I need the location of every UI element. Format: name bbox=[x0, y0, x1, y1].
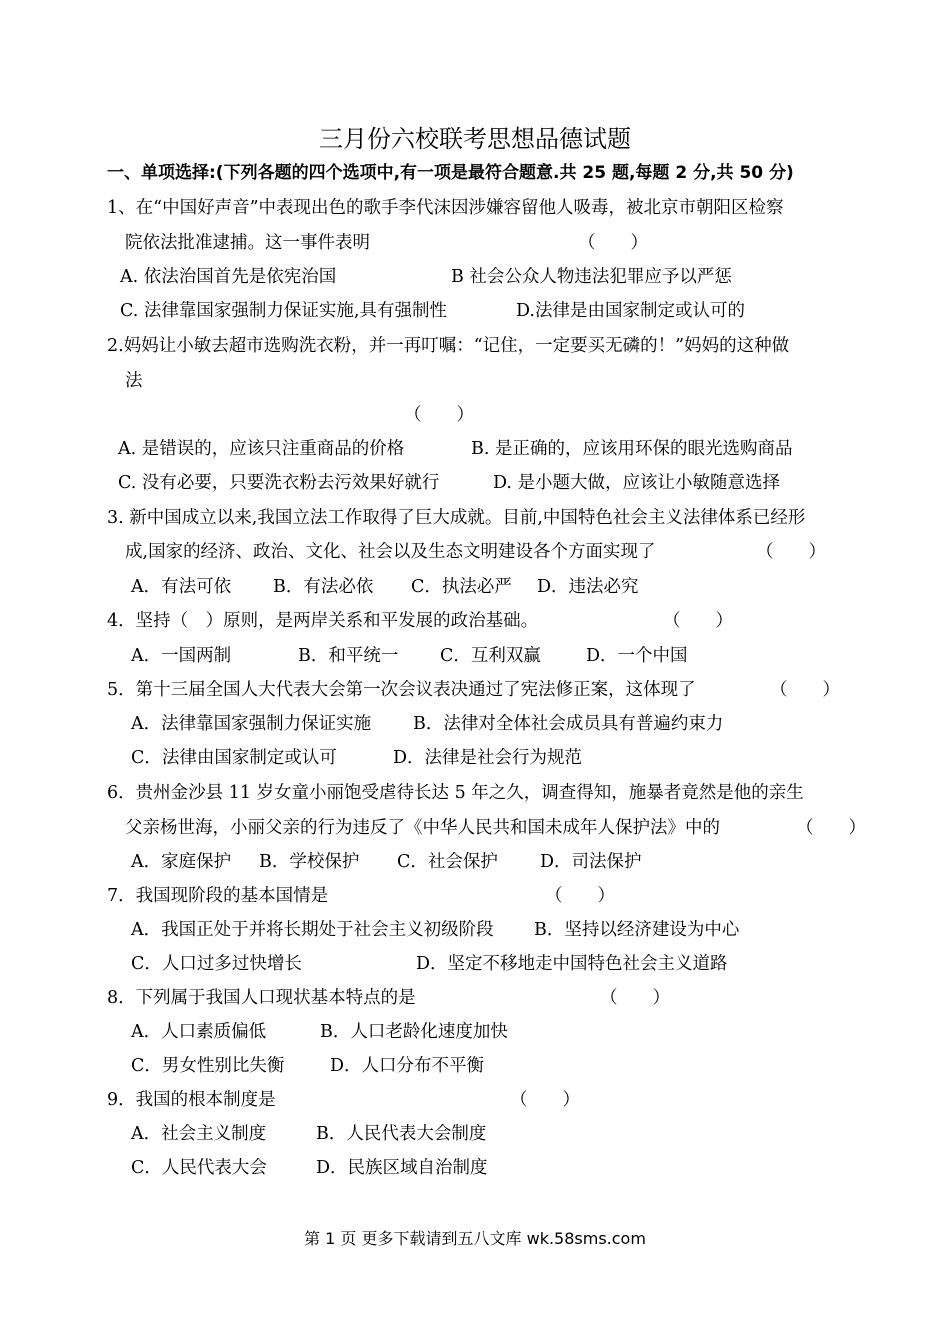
q7-option-d: D．坚定不移地走中国特色社会主义道路 bbox=[416, 954, 728, 974]
q3-stem-line2: 成,国家的经济、政治、文化、社会以及生态文明建设各个方面实现了 bbox=[125, 542, 656, 562]
q4-option-d: D．一个中国 bbox=[586, 646, 688, 666]
q7-option-b: B．坚持以经济建设为中心 bbox=[534, 920, 740, 940]
q5-option-a: A．法律靠国家强制力保证实施 bbox=[131, 714, 372, 734]
q8-answer-blank: （ ） bbox=[600, 988, 670, 1008]
q6-stem-line2: 父亲杨世海，小丽父亲的行为违反了《中华人民共和国未成年人保护法》中的 bbox=[125, 818, 720, 838]
q9-stem: 9．我国的根本制度是 bbox=[107, 1090, 276, 1110]
q2-answer-blank: （ ） bbox=[404, 405, 474, 425]
q3-stem-line1: 3. 新中国成立以来,我国立法工作取得了巨大成就。目前,中国特色社会主义法律体系已经形 bbox=[107, 508, 806, 528]
q1-option-b: B 社会公众人物违法犯罪应予以严惩 bbox=[451, 267, 732, 287]
q8-option-b: B．人口老龄化速度加快 bbox=[320, 1022, 508, 1042]
q2-stem-line2: 法 bbox=[125, 371, 143, 391]
q3-option-d: D．违法必究 bbox=[537, 577, 639, 597]
q6-stem-line1: 6．贵州金沙县 11 岁女童小丽饱受虐待长达 5 年之久，调查得知，施暴者竟然是他的亲生 bbox=[107, 783, 804, 803]
q2-option-a: A. 是错误的，应该只注重商品的价格 bbox=[118, 439, 405, 459]
q3-option-b: B．有法必依 bbox=[273, 577, 374, 597]
q5-option-b: B．法律对全体社会成员具有普遍约束力 bbox=[413, 714, 724, 734]
q8-stem: 8．下列属于我国人口现状基本特点的是 bbox=[107, 988, 416, 1008]
q6-option-c: C．社会保护 bbox=[397, 852, 498, 872]
q9-option-b: B．人民代表大会制度 bbox=[316, 1124, 487, 1144]
q5-answer-blank: （ ） bbox=[770, 680, 840, 700]
q1-stem-line2: 院依法批准逮捕。这一事件表明 bbox=[125, 233, 370, 253]
q2-option-d: D. 是小题大做，应该让小敏随意选择 bbox=[493, 473, 781, 493]
q8-option-a: A．人口素质偏低 bbox=[131, 1022, 267, 1042]
q4-option-c: C．互利双赢 bbox=[440, 646, 541, 666]
q9-answer-blank: （ ） bbox=[510, 1090, 580, 1110]
q2-stem-line1: 2.妈妈让小敏去超市选购洗衣粉，并一再叮嘱：“记住，一定要买无磷的！”妈妈的这种做 bbox=[107, 336, 790, 356]
q5-option-c: C．法律由国家制定或认可 bbox=[131, 748, 337, 768]
q1-stem-line1: 1、在“中国好声音”中表现出色的歌手李代沫因涉嫌容留他人吸毒，被北京市朝阳区检察 bbox=[107, 198, 784, 218]
q5-option-d: D．法律是社会行为规范 bbox=[393, 748, 583, 768]
q3-option-c: C．执法必严 bbox=[411, 577, 512, 597]
section-heading: 一、单项选择:(下列各题的四个选项中,有一项是最符合题意.共 25 题,每题 2 分,共 50 分) bbox=[107, 163, 794, 183]
q3-answer-blank: （ ） bbox=[756, 542, 826, 562]
q3-option-a: A．有法可依 bbox=[131, 577, 232, 597]
q9-option-c: C．人民代表大会 bbox=[131, 1158, 267, 1178]
q4-option-a: A．一国两制 bbox=[131, 646, 232, 666]
exam-title: 三月份六校联考思想品德试题 bbox=[319, 125, 631, 153]
q4-answer-blank: （ ） bbox=[663, 611, 733, 631]
page-footer: 第 1 页 更多下载请到五八文库 wk.58sms.com bbox=[304, 1229, 646, 1248]
q1-answer-blank: （ ） bbox=[578, 233, 648, 253]
q6-answer-blank: （ ） bbox=[796, 818, 866, 838]
q8-option-c: C．男女性别比失衡 bbox=[131, 1056, 285, 1076]
q9-option-a: A．社会主义制度 bbox=[131, 1124, 267, 1144]
q2-option-c: C. 没有必要，只要洗衣粉去污效果好就行 bbox=[118, 473, 440, 493]
q4-stem: 4．坚持（ ）原则，是两岸关系和平发展的政治基础。 bbox=[107, 611, 539, 631]
q7-option-c: C．人口过多过快增长 bbox=[131, 954, 302, 974]
q2-option-b: B. 是正确的，应该用环保的眼光选购商品 bbox=[471, 439, 793, 459]
q7-answer-blank: （ ） bbox=[545, 886, 615, 906]
q6-option-a: A．家庭保护 bbox=[131, 852, 232, 872]
q7-option-a: A．我国正处于并将长期处于社会主义初级阶段 bbox=[131, 920, 494, 940]
q6-option-d: D．司法保护 bbox=[540, 852, 642, 872]
q1-option-d: D.法律是由国家制定或认可的 bbox=[516, 301, 745, 321]
q4-option-b: B．和平统一 bbox=[298, 646, 399, 666]
q5-stem: 5．第十三届全国人大代表大会第一次会议表决通过了宪法修正案，这体现了 bbox=[107, 680, 696, 700]
q6-option-b: B．学校保护 bbox=[259, 852, 360, 872]
q9-option-d: D．民族区域自治制度 bbox=[316, 1158, 488, 1178]
q7-stem: 7．我国现阶段的基本国情是 bbox=[107, 886, 329, 906]
q1-option-c: C. 法律靠国家强制力保证实施,具有强制性 bbox=[120, 301, 447, 321]
q1-option-a: A. 依法治国首先是依宪治国 bbox=[120, 267, 337, 287]
q8-option-d: D．人口分布不平衡 bbox=[330, 1056, 485, 1076]
